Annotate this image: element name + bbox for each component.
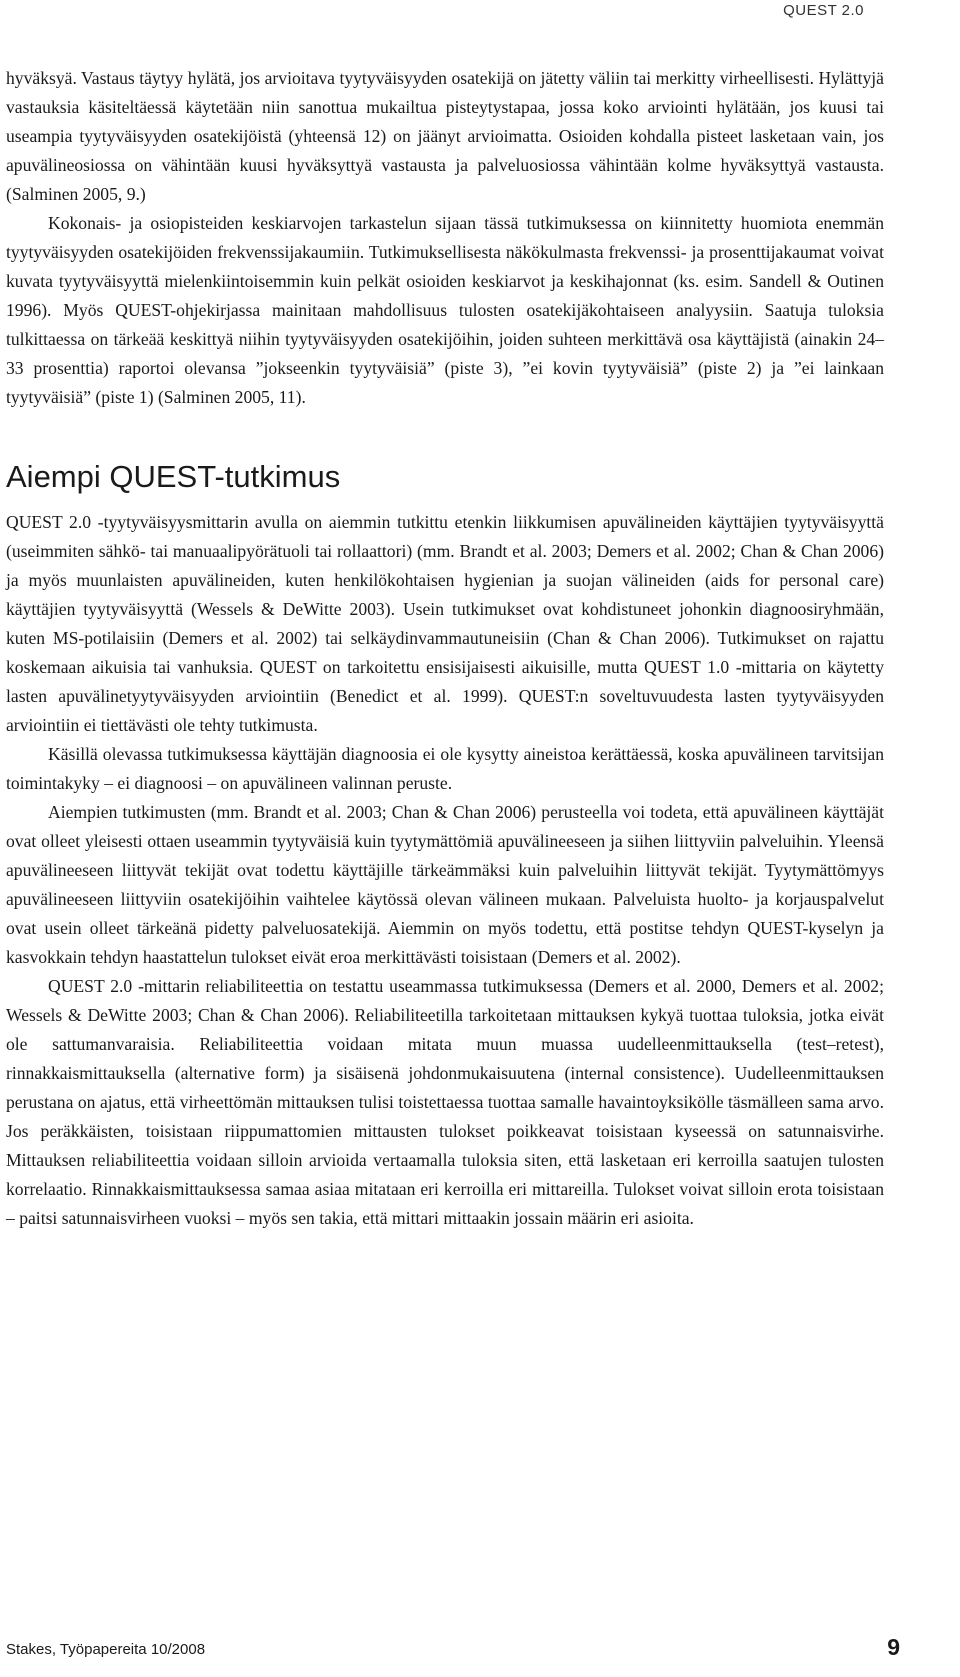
running-head: QUEST 2.0 — [783, 2, 864, 19]
page-body — [6, 64, 884, 1233]
paragraph-reliability: QUEST 2.0 -mittarin reliabiliteettia on testattu useammassa tutkimuksessa (Demers et al. 2000, Demers et al. 2002; Wessels & DeWitte 2003; Chan & Chan 2006). Reliabiliteetilla tarkoitetaan mittauksen kykyä tuottaa tuloksia, jotka eivät ole sattumanvaraisia. Reliabiliteettia voidaan mitata muun muassa uudelleenmittauksella (test–retest), rinnakkaismittauksella (alternative form) ja sisäisenä johdonmukaisuutena (internal consistence). Uudelleenmittauksen perustana on ajatus, että virheettömän mittauksen tulisi toistettaessa tuottaa samalle havaintoyksikölle täsmälleen sama arvo. Jos peräkkäisten, toisistaan riippumattomien mittausten tulokset poikkeavat toisistaan kyseessä on satunnaisvirhe. Mittauksen reliabiliteettia voidaan silloin arvioida vertaamalla tuloksia siten, että lasketaan eri kerroilla saatujen tulosten korrelaatio. Rinnakkaismittauksessa samaa asiaa mitataan eri kerroilla eri mittareilla. Tulokset voivat silloin erota toisistaan – paitsi satunnaisvirheen vuoksi – myös sen takia, että mittari mittaakin jossain määrin eri asioita. — [6, 976, 884, 1228]
paragraph-frequency-analysis: Kokonais- ja osiopisteiden keskiarvojen tarkastelun sijaan tässä tutkimuksessa on kiinnitetty huomiota enemmän tyytyväisyyden osatekijöiden frekvenssijakaumiin. Tutkimuksellisesta näkökulmasta frekvenssi- ja prosenttijakaumat voivat kuvata tyytyväisyyttä mielenkiintoisemmin kuin pelkät osioiden keskiarvot ja keskihajonnat (ks. esim. Sandell & Outinen 1996). Myös QUEST-ohjekirjassa mainitaan mahdollisuus tulosten osatekijäkohtaiseen analyysiin. Saatuja tuloksia tulkittaessa on tärkeää keskittyä niihin tyytyväisyyden osatekijöihin, joiden suhteen merkittävä osa käyttäjistä (ainakin 24–33 prosenttia) raportoi olevansa ”jokseenkin tyytyväisiä” (piste 3), ”ei kovin tyytyväisiä” (piste 2) ja ”ei lainkaan tyytyväisiä” (piste 1) (Salminen 2005, 11). — [6, 213, 884, 407]
section-heading: Aiempi QUEST-tutkimus — [6, 459, 341, 494]
paragraph-satisfaction-findings: Aiempien tutkimusten (mm. Brandt et al. 2003; Chan & Chan 2006) perusteella voi todeta, että apuvälineen käyttäjät ovat olleet yleisesti ottaen useammin tyytyväisiä kuin tyytymättömiä apuvälineeseen ja siihen liittyviin palveluihin. Yleensä apuvälineeseen liittyvät tekijät ovat todettu käyttäjille tärkeämmäksi kuin palveluihin liittyvät tekijät. Tyytymättömyys apuvälineeseen liittyviin osatekijöihin vaihtelee käytössä olevan välineen mukaan. Palveluista huolto- ja korjauspalvelut ovat usein olleet tärkeänä pidetty palveluosatekijä. Aiemmin on myös todettu, että postitse tehdyn QUEST-kyselyn ja kasvokkain tehdyn haastattelun tulokset eivät eroa merkittävästi toisistaan (Demers et al. 2002). — [6, 802, 884, 967]
paragraph-diagnosis: Käsillä olevassa tutkimuksessa käyttäjän diagnoosia ei ole kysytty aineistoa kerättäessä, koska apuvälineen tarvitsijan toimintakyky – ei diagnoosi – on apuvälineen valinnan peruste. — [6, 744, 884, 793]
footer-publication: Stakes, Työpapereita 10/2008 — [6, 1641, 206, 1658]
paragraph-previous-research: QUEST 2.0 -tyytyväisyysmittarin avulla on aiemmin tutkittu etenkin liikkumisen apuvälineiden käyttäjien tyytyväisyyttä (useimmiten sähkö- tai manuaalipyörätuoli tai rollaattori) (mm. Brandt et al. 2003; Demers et al. 2002; Chan & Chan 2006) ja myös muunlaisten apuvälineiden, kuten henkilökohtaisen hygienian ja suojan välineiden (aids for personal care) käyttäjien tyytyväisyyttä (Wessels & DeWitte 2003). Usein tutkimukset ovat kohdistuneet johonkin diagnoosiryhmään, kuten MS-potilaisiin (Demers et al. 2002) tai selkäydinvammautuneisiin (Chan & Chan 2006). Tutkimukset on rajattu koskemaan aikuisia tai vanhuksia. QUEST on tarkoitettu ensisijaisesti aikuisille, mutta QUEST 1.0 -mittaria on käytetty lasten apuvälinetyytyväisyyden arviointiin (Benedict et al. 1999). QUEST:n soveltuvuudesta lasten tyytyväisyyden arviointiin ei tiettävästi ole tehty tutkimusta. — [6, 512, 884, 735]
paragraph-scoring: hyväksyä. Vastaus täytyy hylätä, jos arvioitava tyytyväisyyden osatekijä on jätetty väliin tai merkitty virheellisesti. Hylättyjä vastauksia käsiteltäessä käytetään niin sanottua mukailtua pisteytystapaa, jossa koko arviointi hylätään, jos kuusi tai useampia tyytyväisyyden osatekijöistä (yhteensä 12) on jäänyt arvioimatta. Osioiden kohdalla pisteet lasketaan vain, jos apuvälineosiossa on vähintään kuusi hyväksyttyä vastausta ja palveluosiossa vähintään kolme hyväksyttyä vastausta. (Salminen 2005, 9.) — [6, 68, 884, 204]
page-number: 9 — [887, 1634, 900, 1660]
